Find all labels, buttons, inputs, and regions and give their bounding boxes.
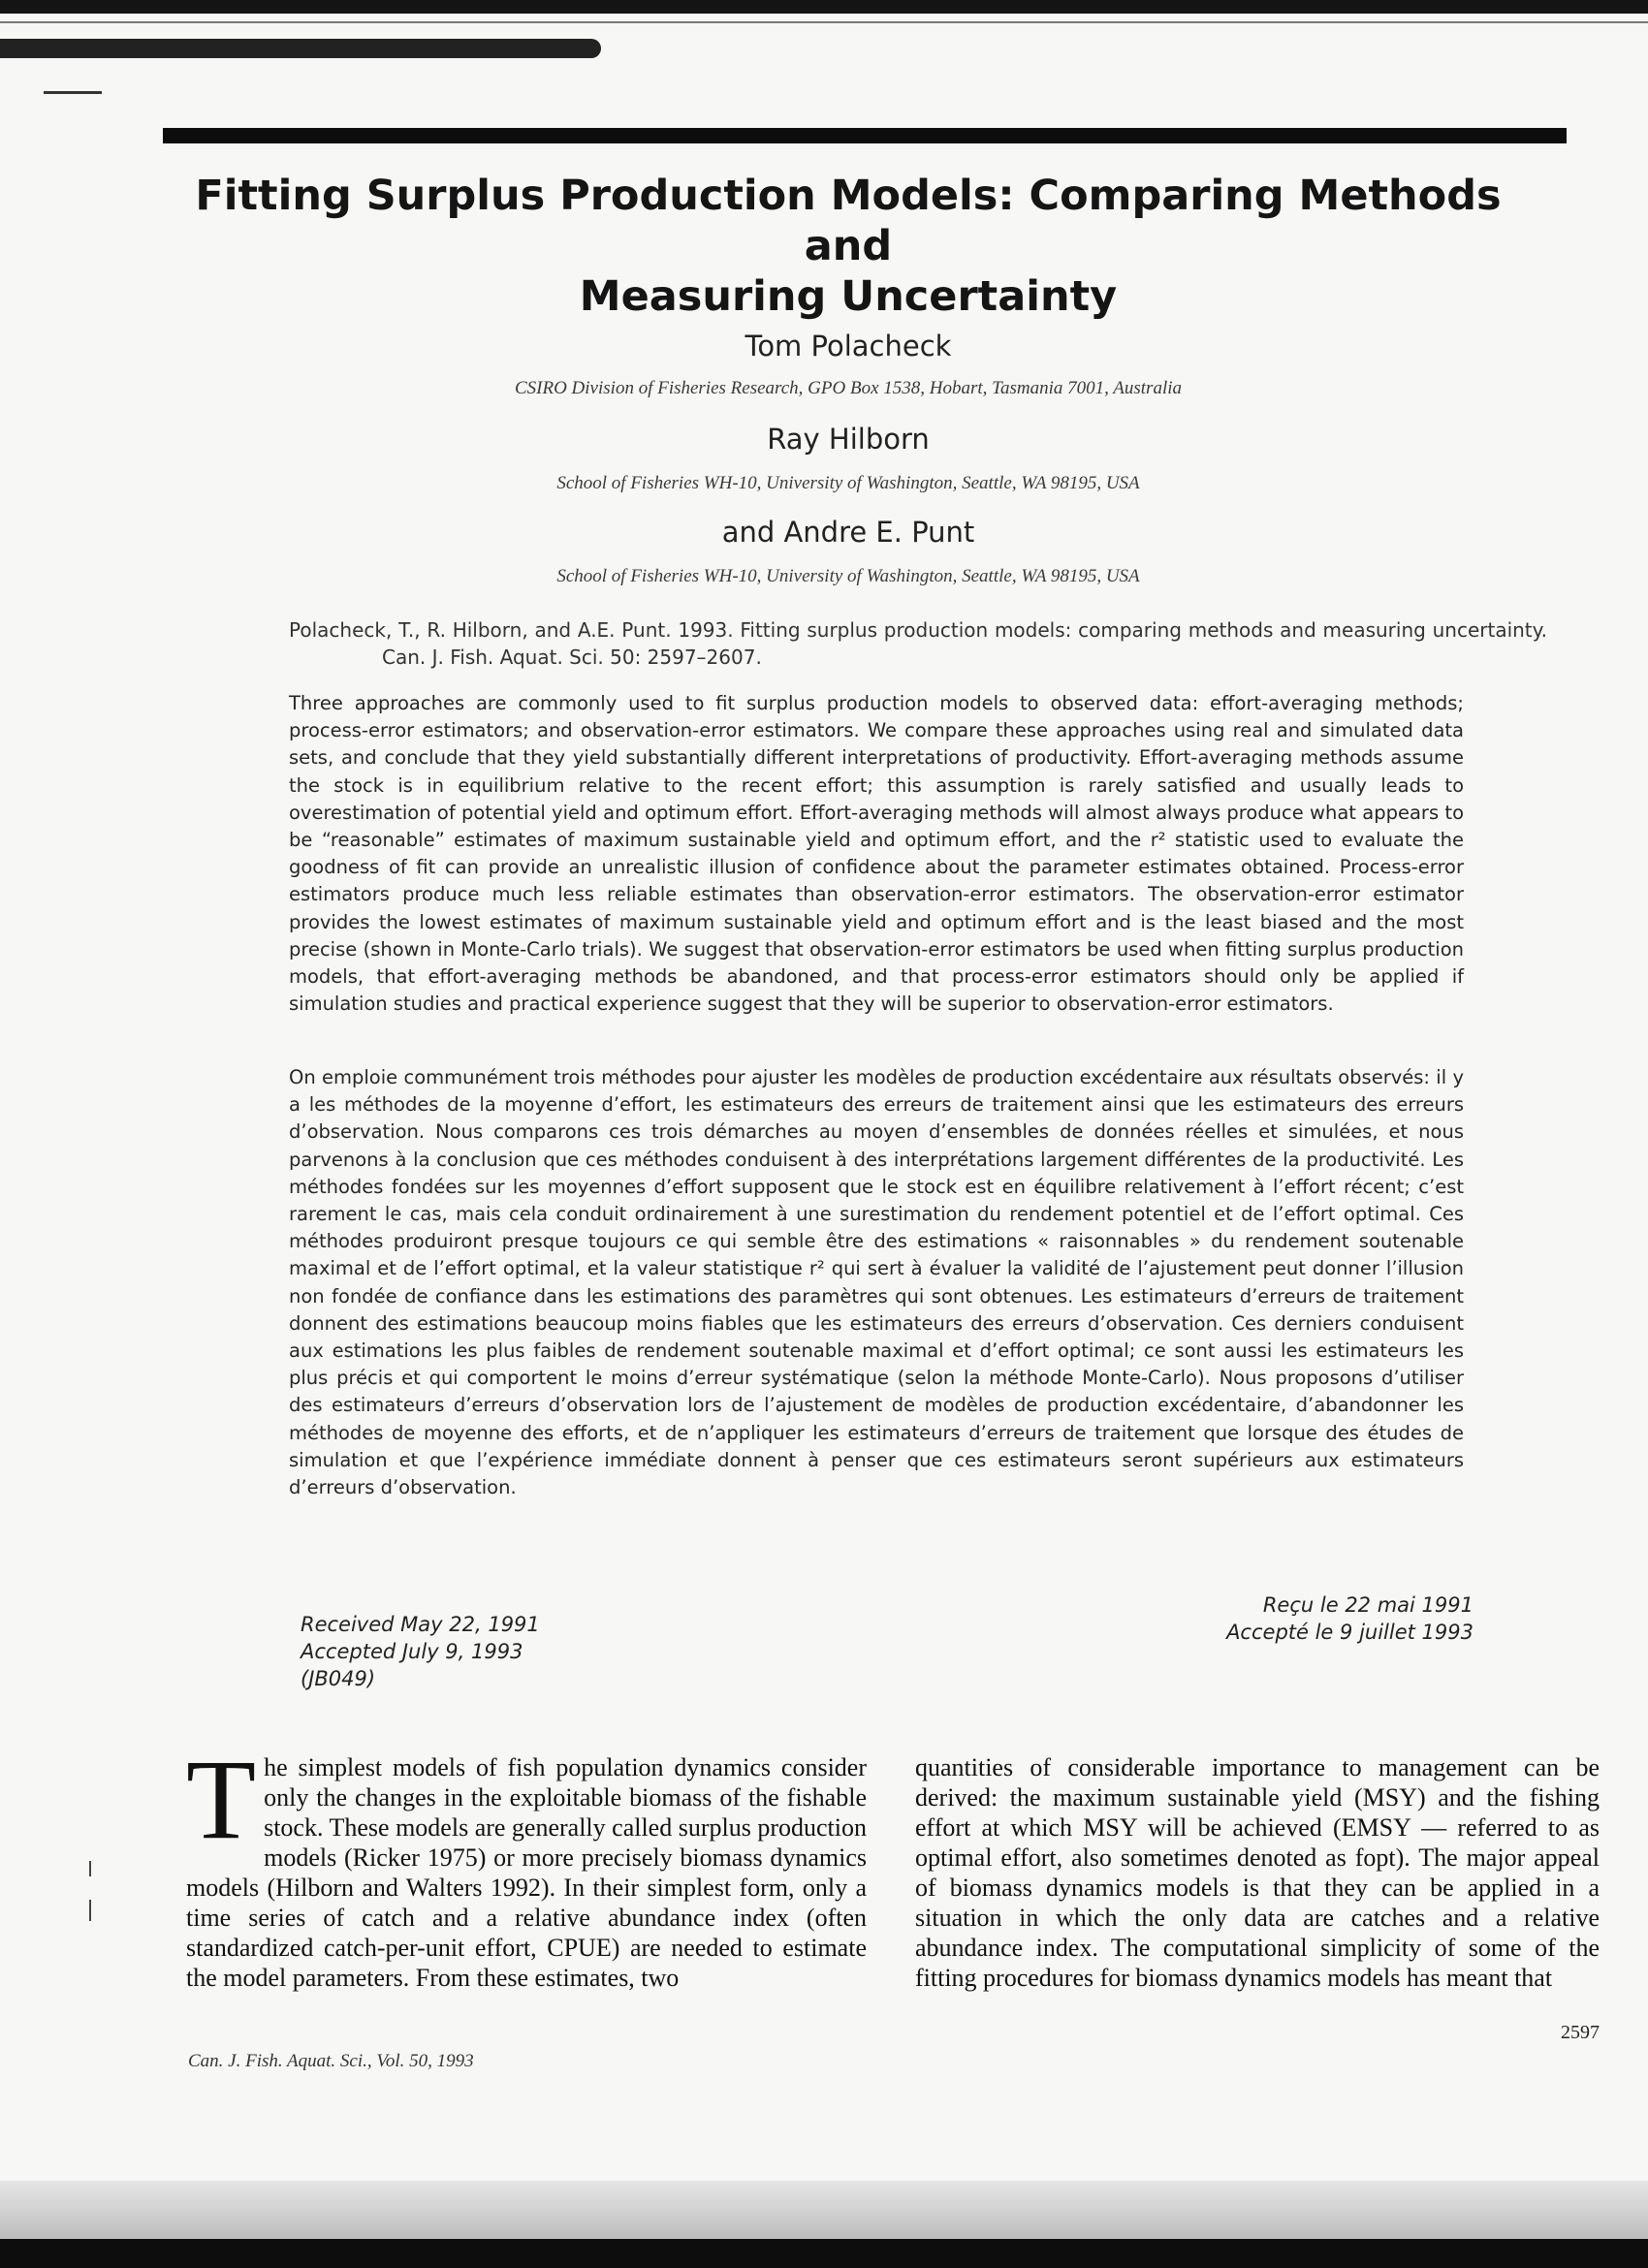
margin-mark	[89, 1861, 91, 1876]
author-1-affiliation: CSIRO Division of Fisheries Research, GPO Box 1538, Hobart, Tasmania 7001, Australia	[514, 378, 1183, 398]
accepted-date: Accepted July 9, 1993	[301, 1640, 523, 1663]
scan-artifact	[0, 39, 601, 58]
drop-cap: T	[186, 1736, 257, 1863]
received-date: Received May 22, 1991	[301, 1613, 540, 1636]
scan-border-top	[0, 0, 1648, 14]
citation: Polacheck, T., R. Hilborn, and A.E. Punt. 1993. Fitting surplus production models: comparing methods and measuring uncertainty. Can. J. Fish. Aquat. Sci. 50: 2597–2607.	[289, 618, 1547, 669]
dates-english	[301, 1611, 540, 1692]
author-2-name: Ray Hilborn	[767, 423, 930, 456]
manuscript-code: (JB049)	[301, 1667, 376, 1690]
author-1-name: Tom Polacheck	[745, 330, 952, 362]
header-rule	[163, 128, 1567, 143]
author-3-name: and Andre E. Punt	[721, 516, 975, 549]
body-column-1-text: he simplest models of fish population dynamics consider only the changes in the exploitable biomass of the fishable stock. These models are generally called surplus production models (Ricker 1975) or more precisely biomass dynamics models (Hilborn and Walters 1992). In their simplest form, only a time series of catch and a relative abundance index (often standardized catch-per-unit effort, CPUE) are needed to estimate the model parameters. From these estimates, two	[186, 1753, 867, 1992]
title-line-1: Fitting Surplus Production Models: Comparing Methods and	[195, 172, 1502, 270]
scan-artifact-tick	[44, 91, 102, 94]
dates-french	[1163, 1591, 1474, 1646]
scan-shadow-bottom	[0, 2181, 1648, 2239]
author-2-affiliation: School of Fisheries WH-10, University of Washington, Seattle, WA 98195, USA	[556, 473, 1140, 493]
title-line-2: Measuring Uncertainty	[579, 272, 1118, 321]
page-number: 2597	[1561, 2022, 1600, 2043]
abstract-french: On emploie communément trois méthodes pour ajuster les modèles de production excédentaire aux résultats observés: il y a les méthodes de la moyenne d’effort, les estimateurs des erreurs de traitement ainsi que les estimateurs des erreurs d’observation. Nous comparons ces trois démarches au moyen d’ensembles de données réelles et simulées, et nous parvenons à la conclusion que ces méthodes conduisent à des interprétations largement différentes de la productivité. Les méthodes fondées sur les moyennes d’effort supposent que le stock est en équilibre relativement à l’effort récent; c’est rarement le cas, mais cela conduit ordinairement à une surestimation du rendement potentiel et de l’effort optimal. Ces méthodes produiront presque toujours ce qui semble être des estimations « raisonnables » du rendement soutenable maximal et de l’effort optimal, et la valeur statistique r² qui sert à évaluer la validité de l’ajustement peut donner l’illusion non fondée de confiance dans les estimations des paramètres qui sont obtenues. Les estimateurs d’erreurs de traitement donnent des estimations beaucoup moins fiables que les estimateurs des erreurs d’observation. Ces derniers conduisent aux estimations les plus faibles de rendement soutenable maximal et d’effort optimal; ce sont aussi les estimateurs les plus précis et qui comportent le moins d’erreur systématique (selon la méthode Monte-Carlo). Nous proposons d’utiliser des estimateurs d’erreurs d’observation lors de l’ajustement de modèles de production excédentaire, d’abandonner les méthodes de moyenne des efforts, et de n’appliquer les estimateurs d’erreurs de traitement que lorsque des études de simulation et que l’expérience immédiate donnent à penser que ces estimateurs seront supérieurs aux estimateurs d’erreurs d’observation.	[289, 1066, 1464, 1499]
author-3-affiliation: School of Fisheries WH-10, University of Washington, Seattle, WA 98195, USA	[556, 566, 1140, 586]
paper-title	[155, 171, 1541, 322]
abstract-english: Three approaches are commonly used to fit surplus production models to observed data: effort-averaging methods; process-error estimators; and observation-error estimators. We compare these approaches using real and simulated data sets, and conclude that they yield substantially different interpretations of productivity. Effort-averaging methods assume the stock is in equilibrium relative to the recent effort; this assumption is rarely satisfied and usually leads to overestimation of potential yield and optimum effort. Effort-averaging methods will almost always produce what appears to be “reasonable” estimates of maximum sustainable yield and optimum effort, and the r² statistic used to evaluate the goodness of fit can provide an unrealistic illusion of confidence about the parameter estimates obtained. Process-error estimators produce much less reliable estimates than observation-error estimators. The observation-error estimator provides the lowest estimates of maximum sustainable yield and optimum effort and is the least biased and the most precise (shown in Monte-Carlo trials). We suggest that observation-error estimators be used when fitting surplus production models, that effort-averaging methods be abandoned, and that process-error estimators should only be applied if simulation studies and practical experience suggest that they will be superior to observation-error estimators.	[289, 692, 1464, 1016]
margin-mark	[89, 1900, 91, 1921]
scan-line	[0, 21, 1648, 23]
scan-border-bottom	[0, 2239, 1648, 2268]
journal-footer: Can. J. Fish. Aquat. Sci., Vol. 50, 1993	[188, 2051, 474, 2071]
accepte-date: Accepté le 9 juillet 1993	[1226, 1621, 1474, 1644]
body-column-1	[186, 1736, 867, 1993]
recu-date: Reçu le 22 mai 1991	[1262, 1593, 1474, 1617]
body-column-2: quantities of considerable importance to management can be derived: the maximum sustainable yield (MSY) and the fishing effort at which MSY will be achieved (EMSY — referred to as optimal effort, also sometimes denoted as fopt). The major appeal of biomass dynamics models is that they can be applied in a situation in which the only data are catches and a relative abundance index. The computational simplicity of some of the fitting procedures for biomass dynamics models has meant that	[915, 1753, 1600, 1992]
